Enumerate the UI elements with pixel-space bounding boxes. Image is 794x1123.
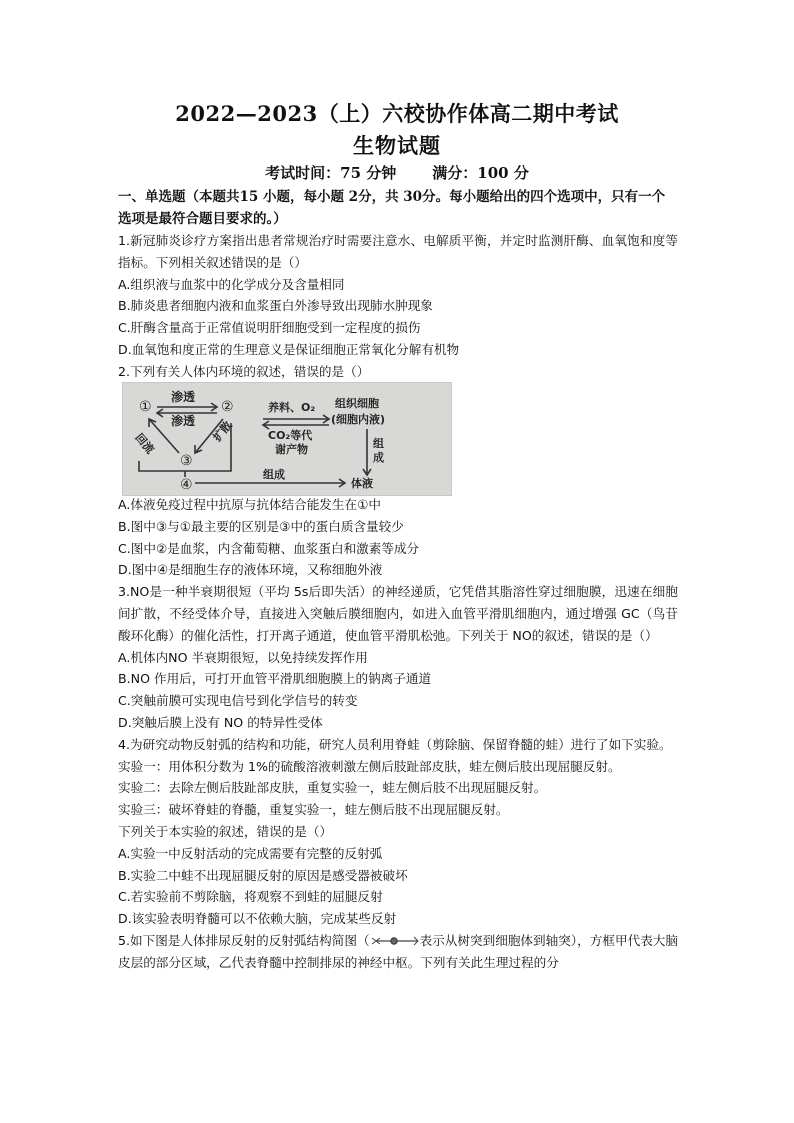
question-1-option-c: C.肝酶含量高于正常值说明肝细胞受到一定程度的损伤	[118, 320, 421, 336]
question-2-options	[118, 494, 678, 974]
label-n4: ④	[180, 477, 193, 493]
label-cell-2: (细胞内液)	[331, 413, 386, 426]
exam-meta	[0, 162, 794, 183]
question-4-option-d: D.该实验表明脊髓可以不依赖大脑，完成某些反射	[118, 911, 397, 927]
question-1-option-b: B.肺炎患者细胞内液和血浆蛋白外渗导致出现肺水肿现象	[118, 298, 433, 314]
question-4-option-b: B.实验二中蛙不出现屈腿反射的原因是感受器被破坏	[118, 867, 408, 883]
question-3-option-a: A.机体内NO 半衰期很短，以免持续发挥作用	[118, 649, 368, 665]
question-2-option-c: C.图中②是血浆，内含葡萄糖、血浆蛋白和激素等成分	[118, 540, 420, 556]
question-3-option-b: B.NO 作用后，可打开血管平滑肌细胞膜上的钠离子通道	[118, 671, 432, 687]
question-4-option-c: C.若实验前不剪除脑，将观察不到蛙的屈腿反射	[118, 889, 383, 905]
body-fluid-diagram	[122, 382, 452, 496]
label-n3: ③	[180, 453, 193, 469]
section-heading: 一、单选题（本题共15 小题，每小题 2分，共 30分。每小题给出的四个选项中，只有一个选项是最符合题目要求的。）	[118, 189, 666, 227]
question-2-option-d: D.图中④是细胞生存的液体环境，又称细胞外液	[118, 562, 383, 578]
label-return-flow: 回流	[132, 431, 157, 457]
question-5-stem-before: 5.如下图是人体排尿反射的反射弧结构简图（	[118, 932, 370, 948]
question-3-stem: 3.NO是一种半衰期很短（平均 5s后即失活）的神经递质，它凭借其脂溶性穿过细胞膜，迅速在细胞间扩散，不经受体介导，直接进入突触后膜细胞内，如进入血管平滑肌细胞内，通过增强 GC（鸟苷酸环化酶）的催化活性，打开离子通道，使血管平滑肌松弛。下列关于 NO的叙述，错误的是（）	[118, 584, 678, 643]
question-2-option-a: A.体液免疫过程中抗原与抗体结合能发生在①中	[118, 497, 381, 512]
question-4-stem: 4.为研究动物反射弧的结构和功能，研究人员利用脊蛙（剪除脑、保留脊髓的蛙）进行了如下实验。	[118, 736, 672, 752]
label-waste-1: CO₂等代	[268, 429, 313, 442]
label-compose-v1: 组	[373, 437, 384, 450]
label-body-fluid: 体液	[351, 477, 373, 490]
question-2-option-b: B.图中③与①最主要的区别是③中的蛋白质含量较少	[118, 518, 404, 534]
exam-time: 考试时间：75 分钟	[265, 164, 397, 182]
body-fluid-diagram-svg	[123, 383, 451, 495]
label-n2: ②	[221, 399, 234, 415]
question-2-stem: 2.下列有关人体内环境的叙述，错误的是（）	[118, 363, 370, 379]
label-compose-v2: 成	[373, 451, 384, 464]
label-diffusion: 扩散	[210, 418, 235, 445]
question-3-option-d: D.突触后膜上没有 NO 的特异性受体	[118, 714, 323, 730]
neuron-symbol-icon	[370, 932, 420, 950]
question-3-option-c: C.突触前膜可实现电信号到化学信号的转变	[118, 693, 358, 709]
question-4-option-a: A.实验一中反射活动的完成需要有完整的反射弧	[118, 845, 383, 861]
question-1-option-d: D.血氧饱和度正常的生理意义是保证细胞正常氧化分解有机物	[118, 341, 460, 357]
question-4-experiment-2: 实验二：去除左侧后肢趾部皮肤，重复实验一，蛙左侧后肢不出现屈腿反射。	[118, 780, 547, 796]
question-4-prompt: 下列关于本实验的叙述，错误的是（）	[118, 823, 333, 839]
question-5-stem	[118, 930, 678, 974]
question-4-experiment-3: 实验三：破坏脊蛙的脊髓，重复实验一，蛙左侧后肢不出现屈腿反射。	[118, 802, 509, 818]
full-score: 满分：100 分	[432, 164, 529, 182]
label-osmosis-top: 渗透	[171, 390, 196, 404]
question-1-stem: 1.新冠肺炎诊疗方案指出患者常规治疗时需要注意水、电解质平衡，并定时监测肝酶、血氧饱和度等指标。下列相关叙述错误的是（）	[118, 233, 678, 270]
label-waste-2: 谢产物	[275, 443, 308, 456]
label-cell-1: 组织细胞	[335, 397, 379, 410]
question-1	[118, 230, 678, 383]
exam-title: 2022—2023（上）六校协作体高二期中考试	[175, 101, 619, 126]
label-nutrients: 养料、O₂	[268, 401, 316, 414]
label-n1: ①	[139, 399, 152, 415]
label-osmosis-bottom: 渗透	[171, 414, 196, 428]
question-1-option-a: A.组织液与血浆中的化学成分及含量相同	[118, 276, 345, 292]
question-5-stem-after: 表示从树突到细胞体到轴突），方框甲代表大脑皮层的部分区域，乙代表脊髓中控制排尿的神经中枢。下列有关此生理过程的分	[118, 932, 678, 970]
subject-title: 生物试题	[353, 133, 441, 158]
question-4-experiment-1: 实验一：用体积分数为 1%的硫酸溶液刺激左侧后肢趾部皮肤，蛙左侧后肢出现屈腿反射。	[118, 758, 621, 774]
label-compose-h: 组成	[263, 468, 285, 481]
